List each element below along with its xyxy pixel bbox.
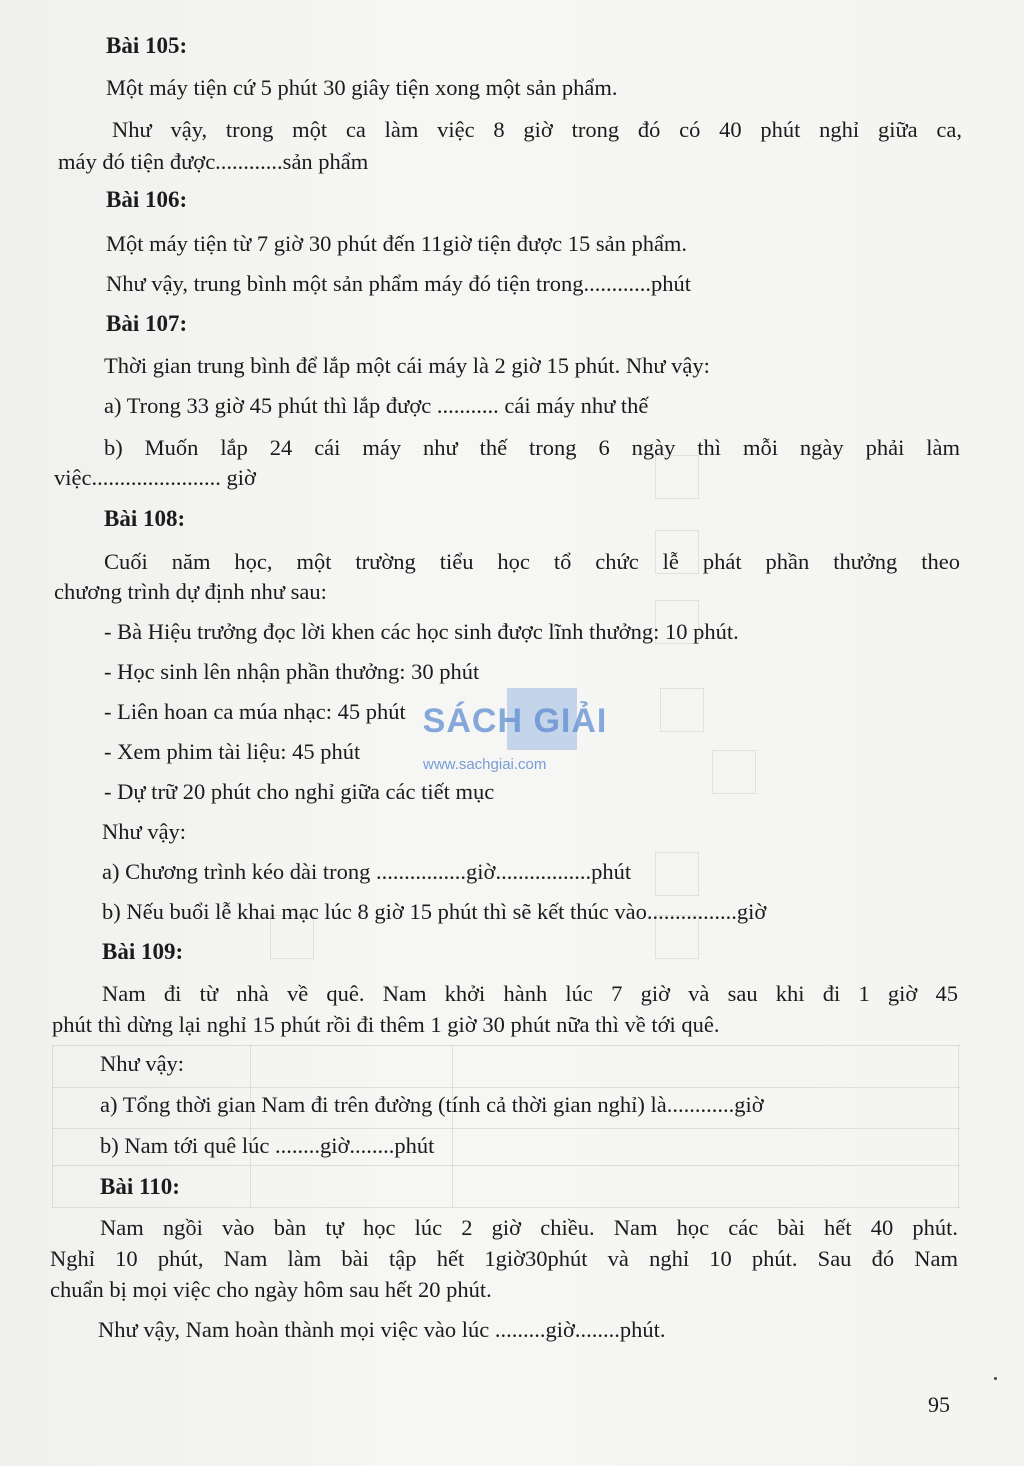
exercise-108-item-1: - Bà Hiệu trưởng đọc lời khen các học sinh được lĩnh thưởng: 10 phút. <box>104 619 739 644</box>
exercise-108-question-a: a) Chương trình kéo dài trong ................giờ.................phút <box>102 859 632 884</box>
exercise-107-line-2: a) Trong 33 giờ 45 phút thì lắp được ........... cái máy như thế <box>104 393 649 418</box>
exercise-106-line-1: Một máy tiện từ 7 giờ 30 phút đến 11giờ tiện được 15 sản phẩm. <box>106 231 688 256</box>
exercise-109-question-b: b) Nam tới quê lúc ........giờ........phút <box>100 1133 435 1158</box>
watermark <box>405 688 625 783</box>
exercise-108-item-3: - Liên hoan ca múa nhạc: 45 phút <box>104 699 406 724</box>
watermark-brand: SÁCH GIẢI <box>422 702 608 740</box>
exercise-110-title: Bài 110: <box>100 1174 180 1199</box>
exercise-110-line-1: Nam ngồi vào bàn tự học lúc 2 giờ chiều. Nam học các bài hết 40 phút. <box>100 1215 958 1240</box>
exercise-105-line-2: Như vậy, trong một ca làm việc 8 giờ trong đó có 40 phút nghỉ giữa ca, <box>112 117 962 142</box>
exercise-108-item-2: - Học sinh lên nhận phần thưởng: 30 phút <box>104 659 480 684</box>
exercise-108-line-summary: Như vậy: <box>102 819 187 844</box>
exercise-110-line-4: Như vậy, Nam hoàn thành mọi việc vào lúc .........giờ........phút. <box>98 1317 666 1342</box>
exercise-110-line-3: chuẩn bị mọi việc cho ngày hôm sau hết 20 phút. <box>50 1277 492 1302</box>
exercise-108-line-2: chương trình dự định như sau: <box>54 579 327 604</box>
exercise-108-question-b: b) Nếu buổi lễ khai mạc lúc 8 giờ 15 phút thì sẽ kết thúc vào................giờ <box>102 899 767 924</box>
page-number: 95 <box>928 1392 950 1417</box>
exercise-109-title: Bài 109: <box>102 939 184 964</box>
exercise-107-line-4: việc....................... giờ <box>54 465 256 490</box>
exercise-109-line-2: phút thì dừng lại nghỉ 15 phút rồi đi thêm 1 giờ 30 phút nữa thì về tới quê. <box>52 1012 720 1037</box>
exercise-105-line-3: máy đó tiện được............sản phẩm <box>58 149 369 174</box>
exercise-107-line-3: b) Muốn lắp 24 cái máy như thế trong 6 ngày thì mỗi ngày phải làm <box>104 435 960 460</box>
watermark-url: www.sachgiai.com <box>423 756 547 773</box>
exercise-109-line-1: Nam đi từ nhà về quê. Nam khởi hành lúc 7 giờ và sau khi đi 1 giờ 45 <box>102 981 958 1006</box>
print-speck <box>994 1377 997 1380</box>
exercise-110-line-2: Nghỉ 10 phút, Nam làm bài tập hết 1giờ30phút và nghỉ 10 phút. Sau đó Nam <box>50 1246 958 1271</box>
exercise-107-line-1: Thời gian trung bình để lắp một cái máy là 2 giờ 15 phút. Như vậy: <box>104 353 710 378</box>
exercise-106-line-2: Như vậy, trung bình một sản phẩm máy đó tiện trong............phút <box>106 271 692 296</box>
exercise-108-line-1: Cuối năm học, một trường tiểu học tổ chức lễ phát phần thưởng theo <box>104 549 960 574</box>
exercise-108-item-5: - Dự trữ 20 phút cho nghỉ giữa các tiết mục <box>104 779 495 804</box>
exercise-105-line-1: Một máy tiện cứ 5 phút 30 giây tiện xong một sản phẩm. <box>106 75 618 100</box>
exercise-106-title: Bài 106: <box>106 187 188 212</box>
exercise-108-title: Bài 108: <box>104 506 186 531</box>
exercise-108-item-4: - Xem phim tài liệu: 45 phút <box>104 739 361 764</box>
exercise-109-question-a: a) Tổng thời gian Nam đi trên đường (tính cả thời gian nghỉ) là............giờ <box>100 1092 764 1117</box>
exercise-105-title: Bài 105: <box>106 33 188 58</box>
exercise-109-line-summary: Như vậy: <box>100 1051 185 1076</box>
exercise-107-title: Bài 107: <box>106 311 188 336</box>
